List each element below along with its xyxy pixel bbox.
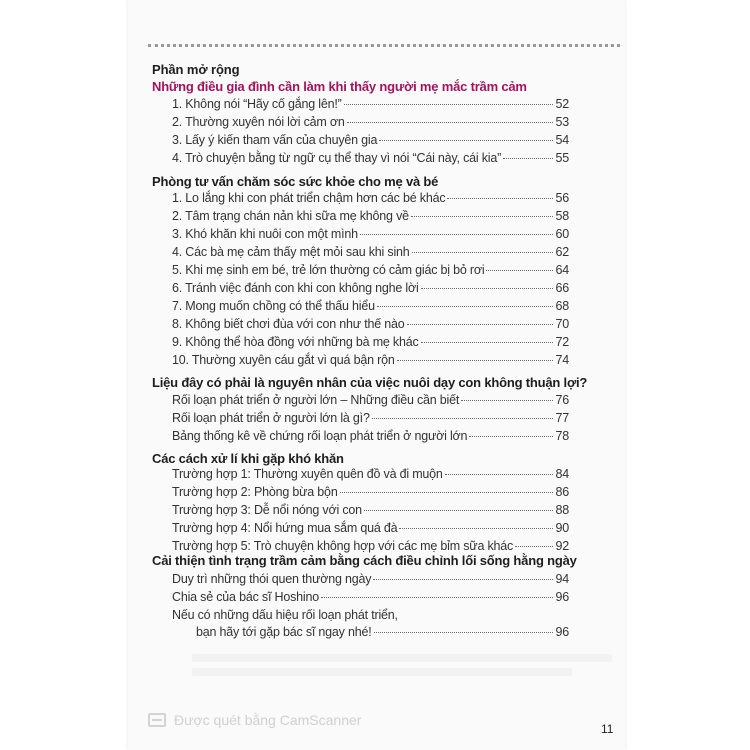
- toc-entry-continuation: bạn hãy tới gặp bác sĩ ngay nhé! 96: [196, 625, 569, 639]
- scanner-watermark: [148, 712, 361, 728]
- page-ref: 56: [555, 191, 569, 205]
- toc-entry: 1. Lo lắng khi con phát triển chậm hơn các bé khác 56: [172, 191, 569, 205]
- toc-entry: 6. Tránh việc đánh con khi con không nghe lời 66: [172, 281, 569, 295]
- toc-entry: 2. Tâm trạng chán nản khi sữa mẹ không về 58: [172, 209, 569, 223]
- page-ref: 70: [555, 317, 569, 331]
- scanner-logo-icon: [148, 713, 166, 727]
- show-through-shadow: [192, 654, 612, 662]
- page-ref: 96: [555, 590, 569, 604]
- page-ref: 52: [555, 97, 569, 111]
- section-title: Cải thiện tình trạng trầm cảm bằng cách điều chỉnh lối sống hằng ngày: [152, 553, 577, 568]
- show-through-shadow: [192, 668, 572, 676]
- toc-entry: Trường hợp 2: Phòng bừa bộn 86: [172, 485, 569, 499]
- page-ref: 86: [555, 485, 569, 499]
- part-subtitle: Những điều gia đình cần làm khi thấy người mẹ mắc trầm cảm: [152, 79, 527, 94]
- page-ref: 64: [555, 263, 569, 277]
- toc-entry: 3. Khó khăn khi nuôi con một mình 60: [172, 227, 569, 241]
- page-ref: 72: [555, 335, 569, 349]
- toc-entry: Trường hợp 5: Trò chuyện không hợp với các mẹ bỉm sữa khác 92: [172, 539, 569, 553]
- toc-entry: Trường hợp 1: Thường xuyên quên đồ và đi muộn 84: [172, 467, 569, 481]
- toc-entry: Trường hợp 4: Nổi hứng mua sắm quá đà 90: [172, 521, 569, 535]
- page-ref: 54: [555, 133, 569, 147]
- page-ref: 78: [555, 429, 569, 443]
- page-ref: 62: [555, 245, 569, 259]
- page-ref: 84: [555, 467, 569, 481]
- page-ref: 68: [555, 299, 569, 313]
- page-number: 11: [601, 722, 614, 736]
- toc-entry: Bảng thống kê về chứng rối loạn phát triển ở người lớn 78: [172, 429, 569, 443]
- toc-entry: Duy trì những thói quen thường ngày 94: [172, 572, 569, 586]
- page-ref: 88: [555, 503, 569, 517]
- section-title: Phòng tư vấn chăm sóc sức khỏe cho mẹ và bé: [152, 174, 439, 189]
- toc-entry: Rối loạn phát triển ở người lớn – Những điều cần biết 76: [172, 393, 569, 407]
- page-ref: 53: [555, 115, 569, 129]
- toc-entry: 1. Không nói “Hãy cố gắng lên!” 52: [172, 97, 569, 111]
- toc-entry: Trường hợp 3: Dễ nổi nóng với con 88: [172, 503, 569, 517]
- toc-entry: 8. Không biết chơi đùa với con như thế nào 70: [172, 317, 569, 331]
- toc-entry: 5. Khi mẹ sinh em bé, trẻ lớn thường có cảm giác bị bỏ rơi 64: [172, 263, 569, 277]
- toc-entry: Nếu có những dấu hiệu rối loạn phát triển,: [172, 608, 398, 622]
- section-title: Các cách xử lí khi gặp khó khăn: [152, 451, 344, 466]
- toc-entry: Chia sẻ của bác sĩ Hoshino 96: [172, 590, 569, 604]
- toc-entry: Rối loạn phát triển ở người lớn là gì? 77: [172, 411, 569, 425]
- toc-entry: 9. Không thể hòa đồng với những bà mẹ khác 72: [172, 335, 569, 349]
- watermark-text: Được quét bằng CamScanner: [174, 712, 362, 728]
- page-ref: 60: [555, 227, 569, 241]
- page-ref: 74: [555, 353, 569, 367]
- part-title: Phần mở rộng: [152, 62, 240, 77]
- toc-entry: 4. Trò chuyện bằng từ ngữ cụ thể thay vì nói “Cái này, cái kia” 55: [172, 151, 569, 165]
- page-ref: 90: [555, 521, 569, 535]
- toc-entry: 10. Thường xuyên cáu gắt vì quá bận rộn 74: [172, 353, 569, 367]
- toc-entry: 4. Các bà mẹ cảm thấy mệt mỏi sau khi sinh 62: [172, 245, 569, 259]
- page-ref: 96: [555, 625, 569, 639]
- page-ref: 55: [555, 151, 569, 165]
- page-ref: 58: [555, 209, 569, 223]
- toc-entry: 3. Lấy ý kiến tham vấn của chuyên gia 54: [172, 133, 569, 147]
- toc-entry: 7. Mong muốn chồng có thể thấu hiểu 68: [172, 299, 569, 313]
- toc-entry: 2. Thường xuyên nói lời cảm ơn 53: [172, 115, 569, 129]
- page-ref: 92: [555, 539, 569, 553]
- page-ref: 77: [555, 411, 569, 425]
- page-ref: 94: [555, 572, 569, 586]
- section-title: Liệu đây có phải là nguyên nhân của việc nuôi dạy con không thuận lợi?: [152, 375, 588, 390]
- page-ref: 66: [555, 281, 569, 295]
- page-ref: 76: [555, 393, 569, 407]
